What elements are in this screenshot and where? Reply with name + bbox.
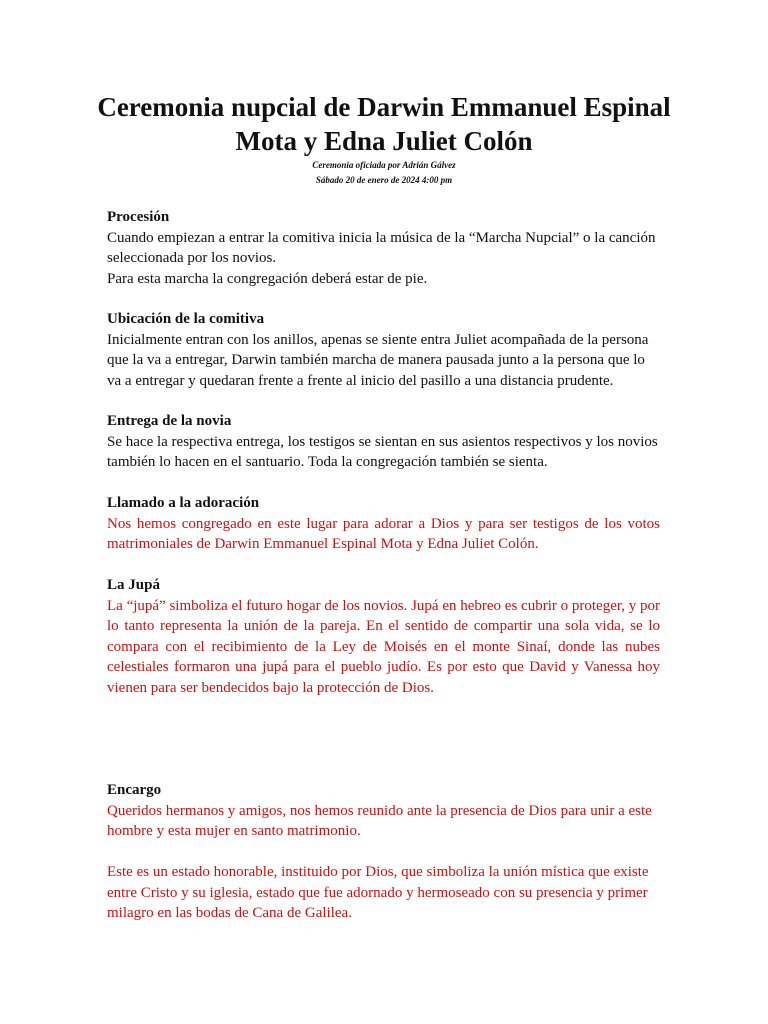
section-paragraph: Este es un estado honorable, instituido por Dios, que simboliza la unión mística que existe entre Cristo y su iglesia, estado que fue adornado y hermoseado con su presencia y primer milagro en las bodas de Cana de Galilea. bbox=[107, 864, 649, 921]
subtitle-date: Sábado 20 de enero de 2024 4:00 pm bbox=[315, 175, 453, 185]
section-heading: Llamado a la adoración bbox=[107, 495, 260, 511]
section-procesion bbox=[107, 207, 660, 289]
section-heading: Ubicación de la comitiva bbox=[107, 311, 265, 327]
section-paragraph: La “jupá” simboliza el futuro hogar de los novios. Jupá en hebreo es cubrir o proteger, y por lo tanto representa la unión de la pareja. En el sentido de compartir una sola vida, se lo compara con el recibimiento de la Ley de Moisés en el monte Sinaí, donde las nubes celestiales formaron una jupá para el pueblo judío. Es por esto que David y Vanessa hoy vienen para ser bendecidos bajo la protección de Dios. bbox=[107, 597, 660, 696]
section-paragraph: Inicialmente entran con los anillos, apenas se siente entra Juliet acompañada de la persona que la va a entregar, Darwin también marcha de manera pausada junto a la persona que lo va a entregar y quedaran frente a frente al inicio del pasillo a una distancia prudente. bbox=[107, 331, 649, 389]
section-paragraph: Queridos hermanos y amigos, nos hemos reunido ante la presencia de Dios para unir a este hombre y esta mujer en santo matrimonio. bbox=[107, 802, 652, 839]
section-paragraph: Nos hemos congregado en este lugar para adorar a Dios y para ser testigos de los votos matrimoniales de Darwin Emmanuel Espinal Mota y Edna Juliet Colón. bbox=[107, 515, 660, 552]
section-heading: Entrega de la novia bbox=[107, 413, 232, 429]
section-heading: Procesión bbox=[107, 209, 170, 225]
subtitle-officiant: Ceremonia oficiada por Adrián Gálvez bbox=[312, 160, 456, 170]
section-heading: La Jupá bbox=[107, 577, 160, 593]
section-jupa bbox=[107, 575, 660, 698]
section-entrega bbox=[107, 411, 660, 473]
section-paragraph: Para esta marcha la congregación deberá estar de pie. bbox=[107, 270, 428, 287]
section-ubicacion bbox=[107, 309, 660, 391]
section-encargo bbox=[107, 780, 660, 924]
page-title bbox=[90, 90, 678, 158]
title-line-2: Mota y Edna Juliet Colón bbox=[235, 126, 533, 156]
title-line-1: Ceremonia nupcial de Darwin Emmanuel Espinal bbox=[97, 92, 671, 122]
section-paragraph: Cuando empiezan a entrar la comitiva inicia la música de la “Marcha Nupcial” o la canción seleccionada por los novios. bbox=[107, 229, 656, 266]
section-paragraph: Se hace la respectiva entrega, los testigos se sientan en sus asientos respectivos y los novios también lo hacen en el santuario. Toda la congregación también se sienta. bbox=[107, 433, 658, 470]
section-llamado bbox=[107, 493, 660, 555]
section-heading: Encargo bbox=[107, 782, 162, 798]
